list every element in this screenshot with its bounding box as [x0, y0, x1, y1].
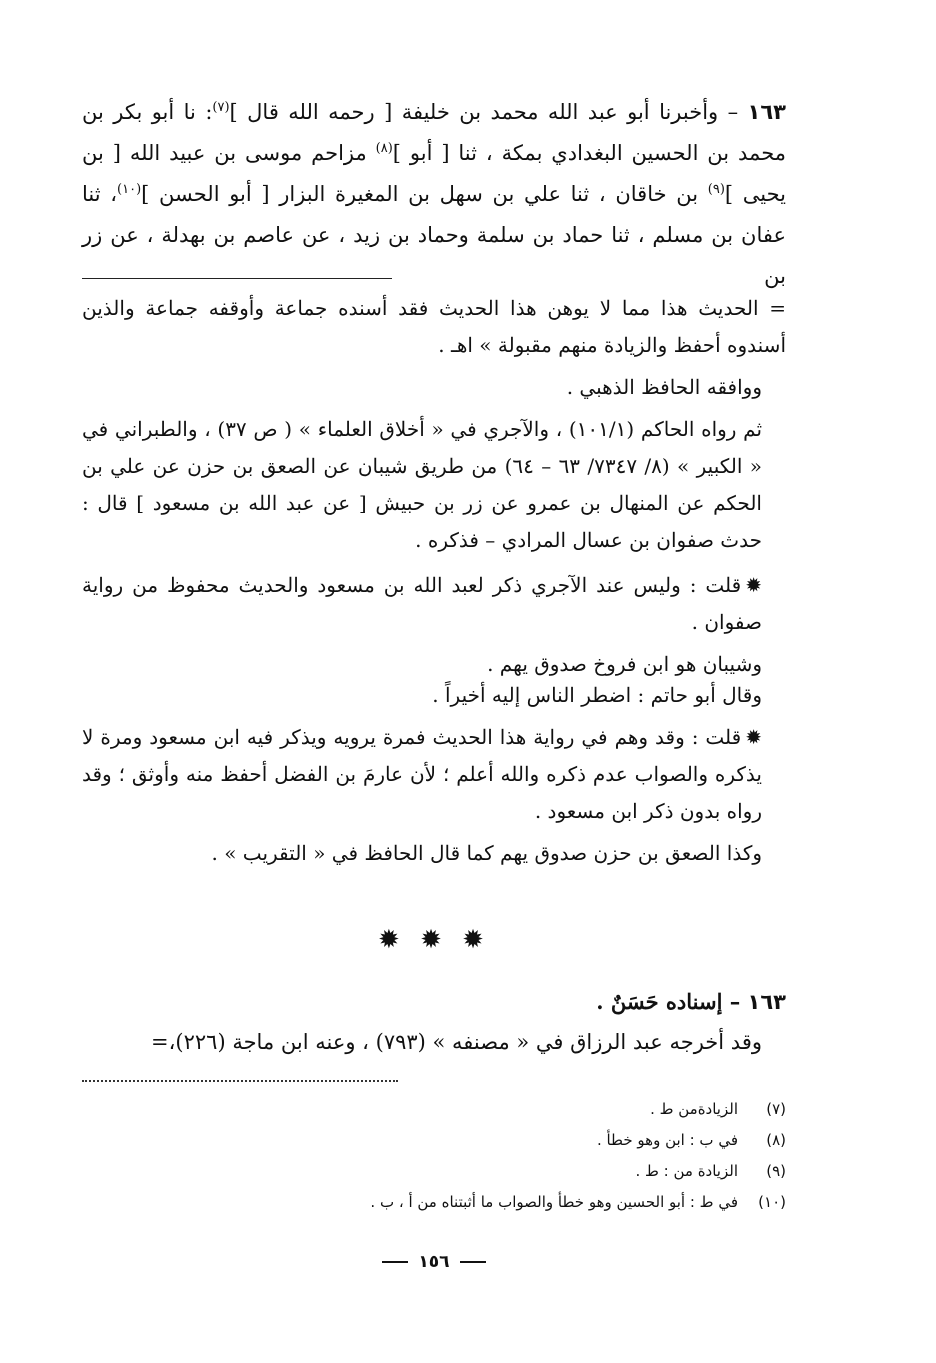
hadith-text-part-3: مزاحم موسى بن عبيد الله [ بن يحيى ]	[82, 141, 786, 206]
commentary-hakim-narration: ثم رواه الحاكم (١٠١/١) ، والآجري في « أخلاق العلماء » ( ص ٣٧) ، والطبراني في « الكبير » (٨/ ٧٣٤٧/ ٦٣ – ٦٤) من طريق شيبان عن الصعق بن حزن عن علي بن الحكم عن المنهال بن عمرو عن زر بن حبيش [ عن عبد الله بن مسعود ] قال : حدث صفوان بن عسال المرادي – فذكره .	[82, 417, 763, 552]
takhrij-section	[82, 982, 786, 1062]
hadith-text-part-2: : نا أبو بكر بن محمد بن الحسين البغدادي بمكة ، ثنا [ أبو ]	[82, 100, 786, 165]
takhrij-heading-text: – إسناده حَسَنٌ .	[596, 989, 748, 1014]
footnote-ref-9: (٩)	[707, 182, 725, 197]
page-number-dash	[460, 1261, 486, 1263]
footnote-text: في ب : ابن وهو خطأ .	[596, 1131, 738, 1149]
commentary-shayban: وشيبان هو ابن فروخ صدوق يهم .	[487, 652, 762, 676]
footnote-ref-7: (٧)	[212, 100, 230, 115]
takhrij-body: وقد أخرجه عبد الرزاق في « مصنفه » (٧٩٣) ، وعنه ابن ماجة (٢٢٦)،=	[151, 1030, 762, 1054]
hadith-163-text	[82, 92, 786, 297]
footnote-10	[82, 1187, 786, 1218]
commentary-note-1	[82, 567, 786, 641]
commentary-saaq: وكذا الصعق بن حزن صدوق يهم كما قال الحافظ في « التقريب » .	[211, 841, 762, 865]
footnote-ref-8: (٨)	[375, 141, 393, 156]
page-number-value: ١٥٦	[418, 1252, 450, 1272]
takhrij-heading	[82, 982, 786, 1022]
footnote-number: (٩)	[766, 1162, 786, 1180]
footnote-separator-rule	[82, 278, 392, 279]
commentary-note-2	[82, 719, 786, 830]
page-number-dash	[382, 1261, 408, 1263]
footnote-text: الزيادة من : ط .	[635, 1162, 738, 1180]
hadith-text-part-5: ، ثنا عفان بن مسلم ، ثنا حماد بن سلمة وحماد بن زيد ، عن عاصم بن بهدلة ، عن زر بن	[82, 182, 786, 288]
footnote-text: الزيادةمن ط .	[650, 1100, 738, 1118]
footnotes-dotted-rule	[82, 1080, 398, 1082]
book-page	[82, 0, 786, 1363]
commentary-section	[82, 290, 786, 869]
star-icon: ✹	[745, 725, 762, 749]
page-number	[82, 1252, 786, 1272]
footnote-9	[82, 1156, 786, 1187]
footnote-number: (٨)	[766, 1131, 786, 1149]
footnote-number: (٧)	[766, 1100, 786, 1118]
commentary-note-2-text: قلت : وقد وهم في رواية هذا الحديث فمرة يرويه ويذكر فيه ابن مسعود ومرة لا يذكره والصواب عدم ذكره والله أعلم ؛ لأن عارمَ بن الفضل أحفظ منه وأوثق ؛ وقد رواه بدون ذكر ابن مسعود .	[82, 725, 762, 823]
footnotes-list	[82, 1094, 786, 1218]
commentary-continuation: = الحديث هذا مما لا يوهن هذا الحديث فقد أسنده جماعة وأوقفه جماعة والذين أسندوه أحفظ والزيادة منهم مقبولة » اهـ .	[82, 296, 786, 357]
star-icon: ✹	[745, 573, 762, 597]
commentary-note-1-text: قلت : وليس عند الآجري ذكر لعبد الله بن مسعود والحديث محفوظ من رواية صفوان .	[82, 573, 762, 634]
commentary-dhahabi: ووافقه الحافظ الذهبي .	[566, 375, 762, 399]
hadith-text-part-1: – وأخبرنا أبو عبد الله محمد بن خليفة [ رحمه الله قال ]	[229, 100, 748, 124]
takhrij-number: ١٦٣	[747, 990, 786, 1014]
commentary-abu-hatim: وقال أبو حاتم : اضطر الناس إليه أخيراً .	[432, 683, 762, 707]
footnote-number: (١٠)	[758, 1193, 786, 1211]
footnote-ref-10: (١٠)	[117, 182, 142, 197]
footnote-7	[82, 1094, 786, 1125]
footnote-text: في ط : أبو الحسين وهو خطأ والصواب ما أثبتناه من أ ، ب .	[370, 1193, 738, 1211]
hadith-text-part-4: بن خاقان ، ثنا علي بن سهل بن المغيرة البزار [ أبو الحسن ]	[141, 182, 708, 206]
section-separator-stars-icon: ✹ ✹ ✹	[378, 925, 490, 955]
hadith-number: ١٦٣	[747, 100, 786, 124]
footnote-8	[82, 1125, 786, 1156]
